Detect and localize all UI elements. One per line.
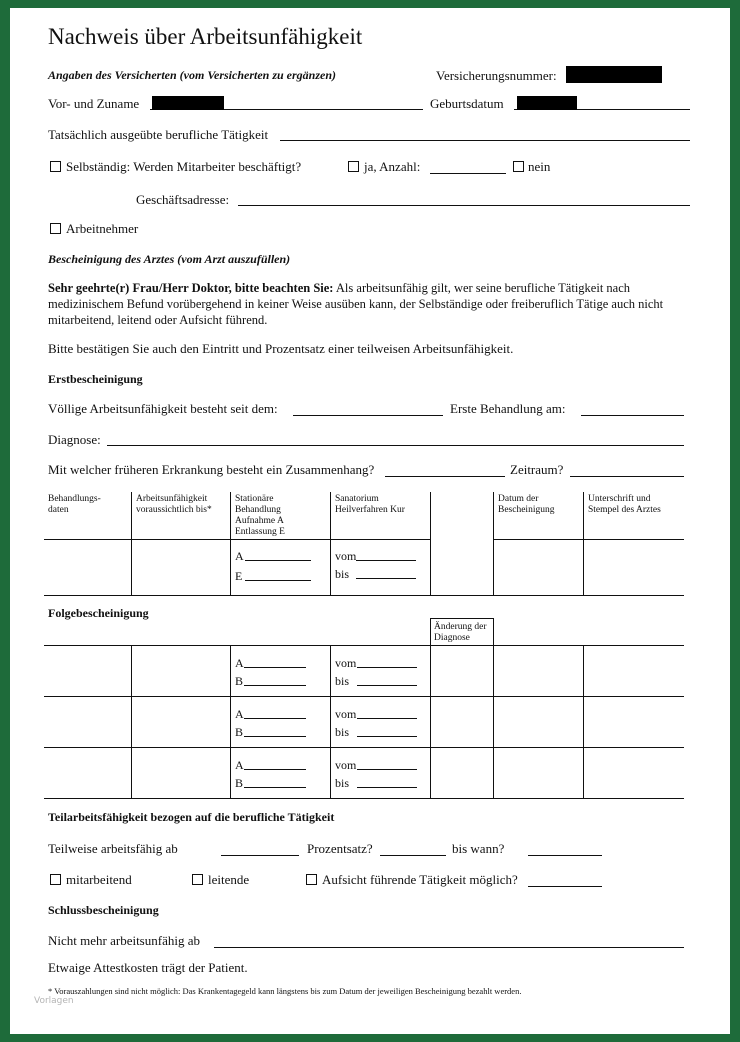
follow-row3-from-field[interactable] <box>357 769 417 770</box>
until-field[interactable] <box>528 855 602 856</box>
since-field[interactable] <box>293 415 443 416</box>
birthdate-redaction <box>517 96 577 110</box>
follow-row2-a-field[interactable] <box>244 718 306 719</box>
insured-heading: Angaben des Versicherten (vom Versicherten zu ergänzen) <box>48 68 337 82</box>
follow-row3-b-label: B <box>235 776 244 790</box>
follow-row1-from-label: vom <box>335 656 357 670</box>
doctor-notice-text: Als arbeitsunfähig gilt, wer seine berufliche Tätigkeit nach medizinischem Befund vorübergehend in keiner Weise ausüben kann, der Selbständige oder freiberuflich Tätige auch nicht mitarbeitend, leitend oder Aufsicht führend. <box>48 281 664 327</box>
leading-checkbox[interactable] <box>192 874 203 885</box>
partial-heading: Teilarbeitsfähigkeit bezogen auf die berufliche Tätigkeit <box>48 810 335 824</box>
leading-label: leitende <box>208 872 250 887</box>
discharge-field[interactable] <box>245 580 311 581</box>
yes-checkbox[interactable] <box>348 161 359 172</box>
self-employed-checkbox[interactable] <box>50 161 61 172</box>
admission-field[interactable] <box>245 560 311 561</box>
sanatorium-to-label: bis <box>335 567 350 581</box>
doctor-notice <box>48 280 688 328</box>
follow-row3-to-label: bis <box>335 776 350 790</box>
cooperating-label: mitarbeitend <box>66 872 132 887</box>
follow-row2-a-label: A <box>235 707 244 721</box>
supervising-checkbox[interactable] <box>306 874 317 885</box>
employee-checkbox[interactable] <box>50 223 61 234</box>
follow-heading: Folgebescheinigung <box>48 606 149 620</box>
col-certificate-date: Datum der Bescheinigung <box>498 494 555 515</box>
diagnosis-change-label: Änderung der Diagnose <box>434 622 487 643</box>
period-field[interactable] <box>570 476 684 477</box>
follow-row1-from-field[interactable] <box>357 667 417 668</box>
earlier-illness-field[interactable] <box>385 476 505 477</box>
follow-row3-to-field[interactable] <box>357 787 417 788</box>
watermark: Vorlagen <box>34 996 74 1006</box>
business-address-label: Geschäftsadresse: <box>136 192 230 207</box>
follow-row3-from-label: vom <box>335 758 357 772</box>
follow-row1-b-field[interactable] <box>244 685 306 686</box>
diagnosis-field[interactable] <box>107 445 684 446</box>
percentage-label: Prozentsatz? <box>307 841 373 856</box>
follow-row1-to-label: bis <box>335 674 350 688</box>
earlier-illness-label: Mit welcher früheren Erkrankung besteht ein Zusammenhang? <box>48 462 375 477</box>
percentage-field[interactable] <box>380 855 446 856</box>
col-sanatorium: Sanatorium Heilverfahren Kur <box>335 494 405 515</box>
follow-row3-a-label: A <box>235 758 244 772</box>
col-signature: Unterschrift und Stempel des Arztes <box>588 494 661 515</box>
first-heading: Erstbescheinigung <box>48 372 143 386</box>
name-redaction <box>152 96 224 110</box>
follow-row2-from-field[interactable] <box>357 718 417 719</box>
count-field[interactable] <box>430 173 506 174</box>
no-checkbox[interactable] <box>513 161 524 172</box>
name-label: Vor- und Zuname <box>48 96 140 111</box>
insurance-number-label: Versicherungsnummer: <box>436 68 557 83</box>
follow-row2-b-field[interactable] <box>244 736 306 737</box>
col-inpatient: Stationäre Behandlung Aufnahme A Entlassung E <box>235 494 285 537</box>
follow-row2-b-label: B <box>235 725 244 739</box>
discharge-e-label: E <box>235 569 243 583</box>
form-title: Nachweis über Arbeitsunfähigkeit <box>48 24 363 49</box>
follow-row2-to-label: bis <box>335 725 350 739</box>
follow-row2-to-field[interactable] <box>357 736 417 737</box>
col-incapacity-until: Arbeitsunfähigkeit voraussichtlich bis* <box>136 494 212 515</box>
supervising-label: Aufsicht führende Tätigkeit möglich? <box>322 872 518 887</box>
partially-fit-field[interactable] <box>221 855 299 856</box>
business-address-field[interactable] <box>238 205 690 206</box>
no-longer-field[interactable] <box>214 947 684 948</box>
yes-count-label: ja, Anzahl: <box>364 159 421 174</box>
diagnosis-label: Diagnose: <box>48 432 101 447</box>
form-page <box>10 8 730 1034</box>
follow-row1-to-field[interactable] <box>357 685 417 686</box>
occupation-label: Tatsächlich ausgeübte berufliche Tätigkeit <box>48 127 269 142</box>
employee-label: Arbeitnehmer <box>66 221 139 236</box>
admission-a-label: A <box>235 549 244 563</box>
since-label: Völlige Arbeitsunfähigkeit besteht seit dem: <box>48 401 278 416</box>
first-treatment-field[interactable] <box>581 415 684 416</box>
doctor-notice-bold: Sehr geehrte(r) Frau/Herr Doktor, bitte beachten Sie: <box>48 281 334 295</box>
follow-row1-a-label: A <box>235 656 244 670</box>
doctor-confirm-text: Bitte bestätigen Sie auch den Eintritt und Prozentsatz einer teilweisen Arbeitsunfähigkeit. <box>48 341 514 356</box>
first-treatment-label: Erste Behandlung am: <box>450 401 566 416</box>
occupation-field[interactable] <box>280 140 690 141</box>
cooperating-checkbox[interactable] <box>50 874 61 885</box>
supervising-field[interactable] <box>528 886 602 887</box>
final-heading: Schlussbescheinigung <box>48 903 159 917</box>
period-label: Zeitraum? <box>510 462 564 477</box>
insurance-number-field[interactable] <box>566 66 662 83</box>
partially-fit-label: Teilweise arbeitsfähig ab <box>48 841 178 856</box>
follow-row1-a-field[interactable] <box>244 667 306 668</box>
col-treatment-dates: Behandlungs-daten <box>48 494 101 515</box>
footnote: * Vorauszahlungen sind nicht möglich: Das Krankentagegeld kann längstens bis zum Datum der jeweiligen Bescheinigung bezahlt werden. <box>48 986 522 996</box>
follow-row3-a-field[interactable] <box>244 769 306 770</box>
birthdate-label: Geburtsdatum <box>430 96 504 111</box>
follow-row2-from-label: vom <box>335 707 357 721</box>
no-label: nein <box>528 159 551 174</box>
self-employed-label: Selbständig: Werden Mitarbeiter beschäftigt? <box>66 159 302 174</box>
sanatorium-from-label: vom <box>335 549 357 563</box>
follow-row1-b-label: B <box>235 674 244 688</box>
no-longer-label: Nicht mehr arbeitsunfähig ab <box>48 933 200 948</box>
costs-text: Etwaige Attestkosten trägt der Patient. <box>48 960 248 975</box>
doctor-heading: Bescheinigung des Arztes (vom Arzt auszufüllen) <box>48 252 291 266</box>
until-label: bis wann? <box>452 841 505 856</box>
follow-row3-b-field[interactable] <box>244 787 306 788</box>
sanatorium-from-field[interactable] <box>356 560 416 561</box>
sanatorium-to-field[interactable] <box>356 578 416 579</box>
